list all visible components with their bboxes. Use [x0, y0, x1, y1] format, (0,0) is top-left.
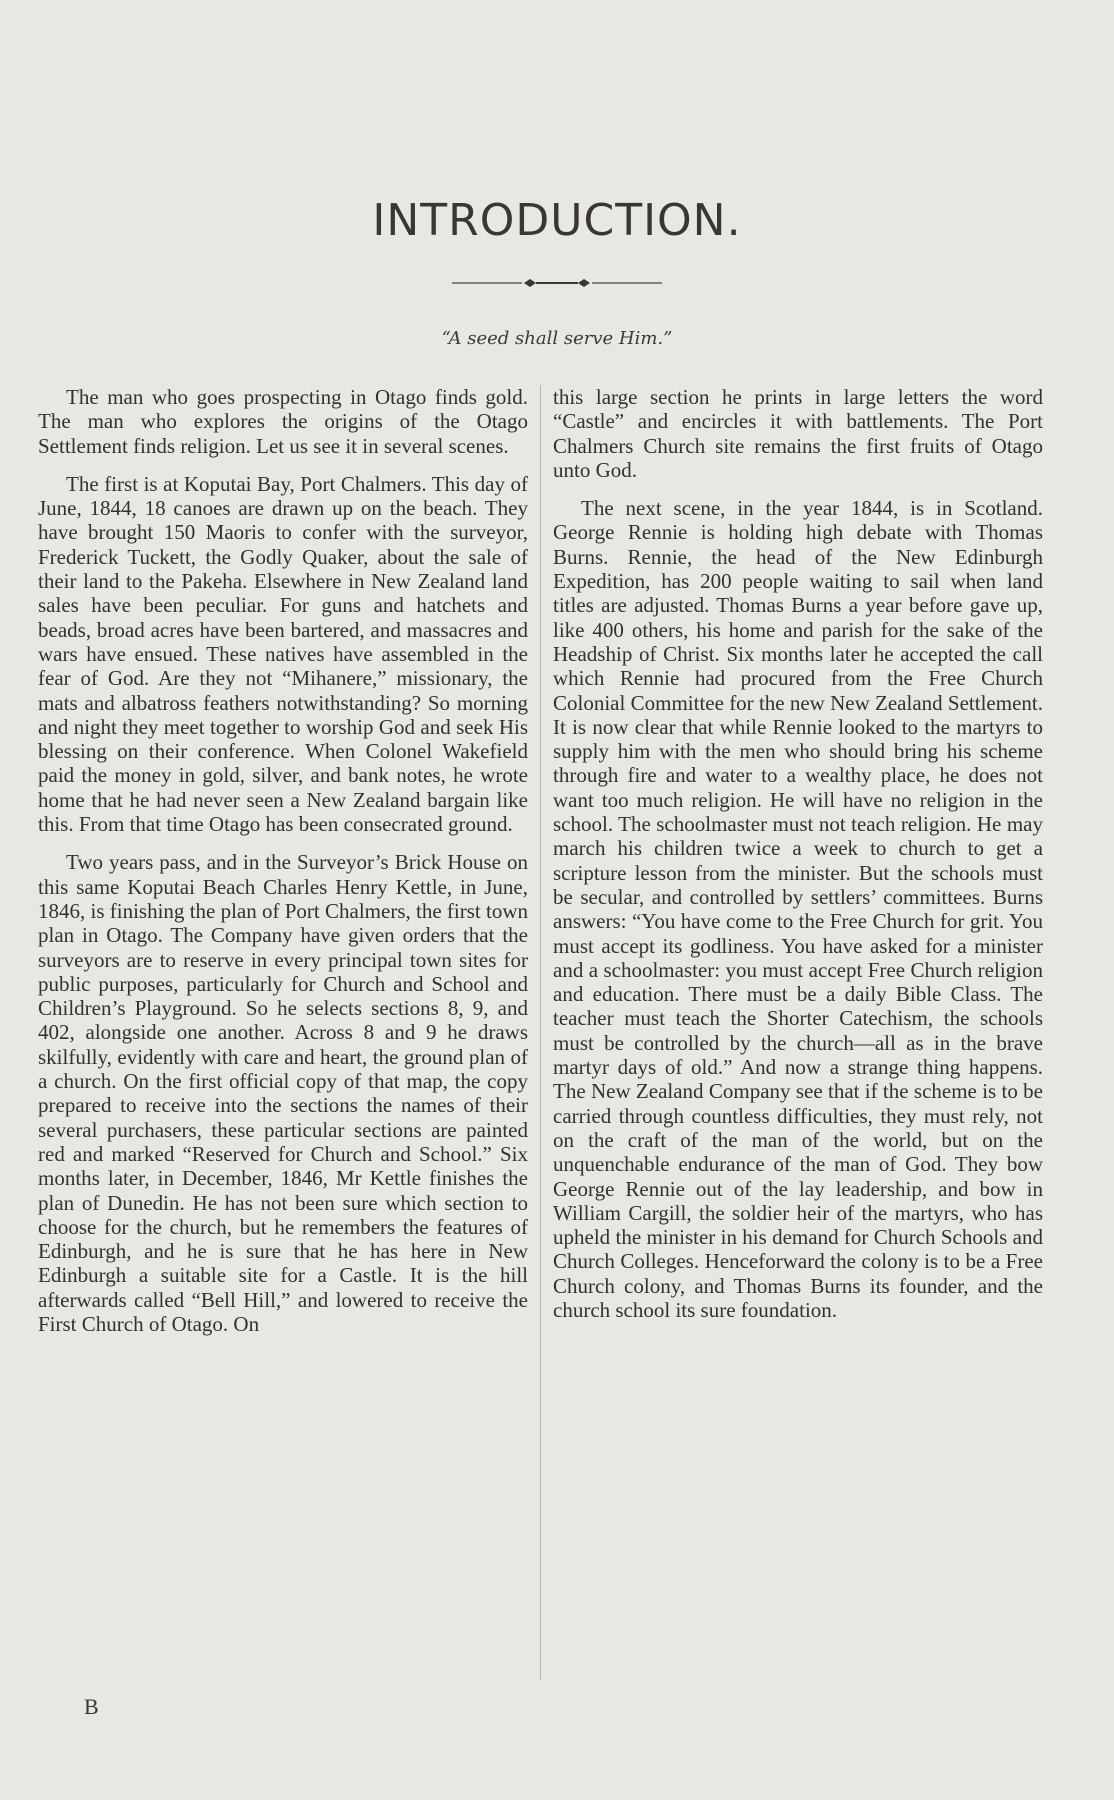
column-divider	[540, 385, 541, 1680]
paragraph: this large section he prints in large letters the word “Castle” and encircles it with battlements. The Port Chalmers Church site remains the first fruits of Otago unto God.	[553, 385, 1043, 482]
signature-mark: B	[84, 1694, 99, 1719]
paragraph: The next scene, in the year 1844, is in Scotland. George Rennie is holding high debate with Thomas Burns. Rennie, the head of the New Edinburgh Expedition, has 200 people waiting to sail when land titles are adjusted. Thomas Burns a year before gave up, like 400 others, his home and parish for the sake of the Headship of Christ. Six months later he accepted the call which Rennie had procured from the Free Church Colonial Committee for the new New Zealand Settlement. It is now clear that while Rennie looked to the martyrs to supply him with the men who should bring his scheme through fire and water to a wealthy place, he does not want too much religion. He will have no religion in the school. The schoolmaster must not teach religion. He may march his children twice a week to church to get a scripture lesson from the minister. But the schools must be secular, and controlled by settlers’ committees. Burns answers: “You have come to the Free Church for grit. You must accept its godliness. You have asked for a minister and a schoolmaster: you must accept Free Church religion and education. There must be a daily Bible Class. The teacher must teach the Shorter Catechism, the schools must be controlled by the church—all as in the brave martyr days of old.” And now a strange thing happens. The New Zealand Company see that if the scheme is to be carried through countless difficulties, they must rely, not on the craft of the man of the world, but on the unquenchable endurance of the man of God. They bow George Rennie out of the lay leadership, and bow in William Cargill, the soldier heir of the martyrs, who has upheld the minister in his demand for Church Schools and Church Colleges. Henceforward the colony is to be a Free Church colony, and Thomas Burns its founder, and the church school its sure foundation.	[553, 496, 1043, 1322]
epigraph: “A seed shall serve Him.”	[441, 328, 673, 349]
right-column	[553, 385, 1043, 1336]
paragraph: The man who goes prospecting in Otago finds gold. The man who explores the origins of the Otago Settlement finds religion. Let us see it in several scenes.	[38, 385, 528, 458]
ornament-divider-icon	[452, 274, 662, 292]
paragraph: Two years pass, and in the Surveyor’s Brick House on this same Koputai Beach Charles Henry Kettle, in June, 1846, is finishing the plan of Port Chalmers, the first town plan in Otago. The Company have given orders that the surveyors are to reserve in every principal town sites for public purposes, particularly for Church and School and Children’s Playground. So he selects sections 8, 9, and 402, alongside one another. Across 8 and 9 he draws skilfully, evidently with care and heart, the ground plan of a church. On the first official copy of that map, the copy prepared to receive into the sections the names of their several purchasers, these particular sections are painted red and marked “Reserved for Church and School.” Six months later, in December, 1846, Mr Kettle finishes the plan of Dunedin. He has not been sure which section to choose for the church, but he remembers the features of Edinburgh, and he is sure that he has here in New Edinburgh a suitable site for a Castle. It is the hill afterwards called “Bell Hill,” and lowered to receive the First Church of Otago. On	[38, 850, 528, 1336]
paragraph: The first is at Koputai Bay, Port Chalmers. This day of June, 1844, 18 canoes are drawn up on the beach. They have brought 150 Maoris to confer with the surveyor, Frederick Tuckett, the Godly Quaker, about the sale of their land to the Pakeha. Elsewhere in New Zealand land sales have been peculiar. For guns and hatchets and beads, broad acres have been bartered, and massacres and wars have ensued. These natives have assembled in the fear of God. Are they not “Mihanere,” missionary, the mats and albatross feathers notwithstanding? So morning and night they meet together to worship God and seek His blessing on their conference. When Colonel Wakefield paid the money in gold, silver, and bank notes, he wrote home that he had never seen a New Zealand bargain like this. From that time Otago has been consecrated ground.	[38, 471, 528, 837]
left-column	[38, 385, 528, 1350]
page-title: INTRODUCTION.	[372, 195, 742, 246]
